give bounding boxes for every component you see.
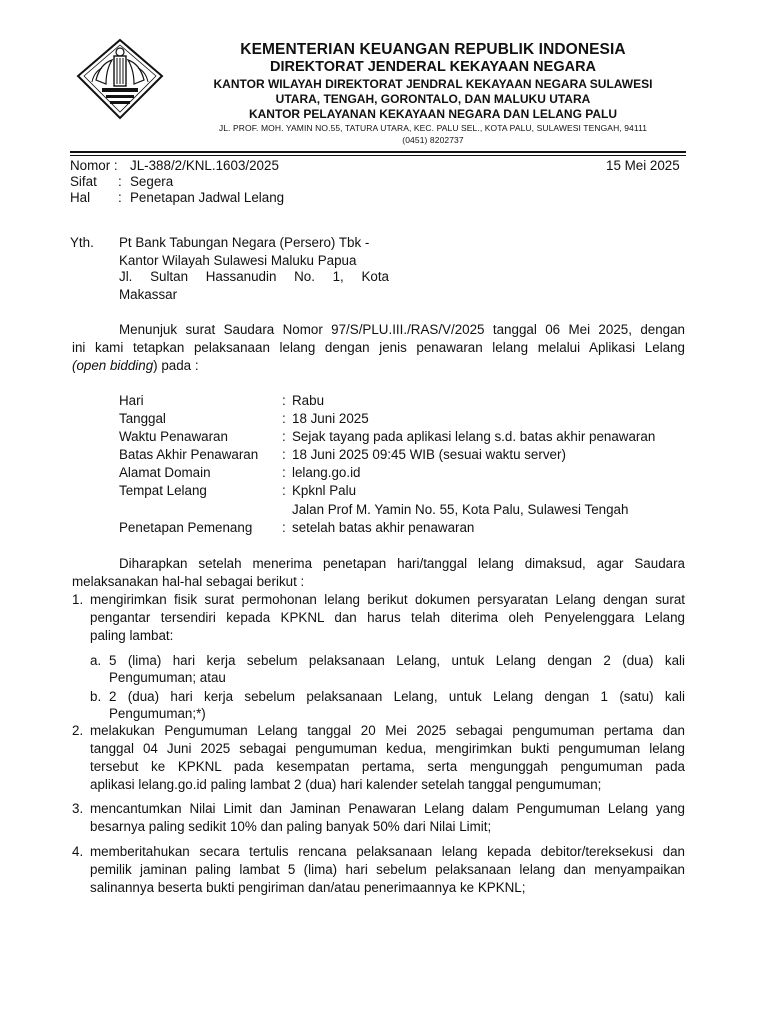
expect-line1: Diharapkan setelah menerima penetapan hari/tanggal lelang dimaksud, agar Saudara bbox=[119, 556, 685, 571]
schedule-pemenang-value: setelah batas akhir penawaran bbox=[292, 520, 475, 535]
schedule-pemenang-label: Penetapan Pemenang bbox=[119, 520, 253, 535]
item-number: 1. bbox=[72, 592, 84, 607]
schedule-waktu-value: Sejak tayang pada aplikasi lelang s.d. batas akhir penawaran bbox=[292, 429, 656, 444]
subitem-b-line1: 2 (dua) hari kerja sebelum pelaksanaan Lelang, untuk Lelang dengan 1 (satu) kali bbox=[109, 689, 685, 704]
sifat-label: Sifat bbox=[70, 174, 97, 189]
subitem-a-line1: 5 (lima) hari kerja sebelum pelaksanaan Lelang, untuk Lelang dengan 2 (dua) kali bbox=[109, 653, 685, 668]
schedule-colon: : bbox=[282, 411, 286, 426]
nomor-label: Nomor : bbox=[70, 158, 118, 173]
sifat-value: Segera bbox=[130, 174, 174, 189]
schedule-tempat-address: Jalan Prof M. Yamin No. 55, Kota Palu, Sulawesi Tengah bbox=[292, 502, 629, 517]
schedule-colon: : bbox=[282, 465, 286, 480]
item1-line1: mengirimkan fisik surat permohonan lelang berikut dokumen persyaratan Lelang dengan surat bbox=[90, 592, 685, 607]
ministry-logo-icon bbox=[76, 38, 164, 120]
intro-open-bidding: (open bidding bbox=[72, 358, 154, 373]
schedule-batas-label: Batas Akhir Penawaran bbox=[119, 447, 259, 462]
regional-office-line2: UTARA, TENGAH, GORONTALO, DAN MALUKU UTARA bbox=[275, 92, 591, 106]
schedule-tempat-label: Tempat Lelang bbox=[119, 483, 207, 498]
office-name: KANTOR PELAYANAN KEKAYAAN NEGARA DAN LELANG PALU bbox=[248, 107, 618, 121]
recipient-label: Yth. bbox=[70, 235, 94, 250]
schedule-colon: : bbox=[282, 483, 286, 498]
intro-line3 bbox=[72, 357, 199, 375]
schedule-domain-value: lelang.go.id bbox=[292, 465, 361, 480]
letterhead-rule-thick bbox=[70, 151, 686, 153]
subitem-letter: b. bbox=[90, 689, 102, 704]
recipient-line1: Pt Bank Tabungan Negara (Persero) Tbk - bbox=[119, 235, 370, 250]
recipient-line4: Makassar bbox=[119, 287, 178, 302]
item2-line2: tanggal 04 Juni 2025 sebagai pengumuman kedua, mengirimkan bukti pengumuman lelang bbox=[90, 741, 685, 756]
item-number: 2. bbox=[72, 723, 84, 738]
schedule-tanggal-value: 18 Juni 2025 bbox=[292, 411, 369, 426]
item4-line3: salinannya beserta bukti pengiriman dan/atau penerimaannya ke KPKNL; bbox=[90, 880, 526, 895]
hal-colon: : bbox=[118, 190, 122, 205]
recipient-line3: Jl. Sultan Hassanudin No. 1, Kota bbox=[119, 269, 389, 284]
nomor-value: JL-388/2/KNL.1603/2025 bbox=[130, 158, 279, 173]
subitem-letter: a. bbox=[90, 653, 102, 668]
directorate-name: DIREKTORAT JENDERAL KEKAYAAN NEGARA bbox=[269, 59, 597, 75]
intro-line3-rest: ) pada : bbox=[153, 358, 199, 373]
letterhead-rule-thin bbox=[70, 155, 686, 156]
office-address: JL. PROF. MOH. YAMIN NO.55, TATURA UTARA, KEC. PALU SEL., KOTA PALU, SULAWESI TENGAH, 94111 bbox=[218, 123, 648, 133]
schedule-tanggal-label: Tanggal bbox=[119, 411, 166, 426]
schedule-tempat-value: Kpknl Palu bbox=[292, 483, 357, 498]
item3-line1: mencantumkan Nilai Limit dan Jaminan Penawaran Lelang dalam Pengumuman Lelang yang bbox=[90, 801, 685, 816]
hal-value: Penetapan Jadwal Lelang bbox=[130, 190, 285, 205]
schedule-batas-value: 18 Juni 2025 09:45 WIB (sesuai waktu server) bbox=[292, 447, 566, 462]
recipient-line2: Kantor Wilayah Sulawesi Maluku Papua bbox=[119, 253, 357, 268]
schedule-hari-label: Hari bbox=[119, 393, 144, 408]
hal-label: Hal bbox=[70, 190, 91, 205]
intro-line2: ini kami tetapkan pelaksanaan lelang dengan jenis penawaran lelang melalui Aplikasi Lelang bbox=[72, 340, 685, 355]
intro-line1: Menunjuk surat Saudara Nomor 97/S/PLU.III./RAS/V/2025 tanggal 06 Mei 2025, dengan bbox=[119, 322, 685, 337]
item4-line2: pemilik jaminan paling lambat 5 (lima) hari sebelum pelaksanaan lelang dan menyampaikan bbox=[90, 862, 685, 877]
subitem-a-line2: Pengumuman; atau bbox=[109, 670, 226, 685]
item1-line2: pengantar tersendiri kepada KPKNL dan harus telah diterima oleh Penyelenggara Lelang bbox=[90, 610, 685, 625]
schedule-colon: : bbox=[282, 447, 286, 462]
item4-line1: memberitahukan secara tertulis rencana pelaksanaan lelang kepada debitor/tereksekusi dan bbox=[90, 844, 685, 859]
regional-office-line1: KANTOR WILAYAH DIREKTORAT JENDRAL KEKAYAAN NEGARA SULAWESI bbox=[213, 77, 653, 91]
item2-line1: melakukan Pengumuman Lelang tanggal 20 Mei 2025 sebagai pengumuman pertama dan bbox=[90, 723, 685, 738]
letterhead bbox=[166, 40, 700, 146]
item2-line4: aplikasi lelang.go.id paling lambat 2 (dua) hari kalender setelah tanggal pengumuman; bbox=[90, 777, 602, 792]
ministry-name: KEMENTERIAN KEUANGAN REPUBLIK INDONESIA bbox=[240, 41, 626, 58]
schedule-hari-value: Rabu bbox=[292, 393, 325, 408]
item2-line3: tersebut ke KPKNL pada kesempatan pertama, serta mengunggah pengumuman pada bbox=[90, 759, 685, 774]
letter-date: 15 Mei 2025 bbox=[606, 158, 680, 173]
office-phone: (0451) 8202737 bbox=[402, 135, 464, 145]
item3-line2: besarnya paling sedikit 10% dan paling banyak 50% dari Nilai Limit; bbox=[90, 819, 492, 834]
item1-line3: paling lambat: bbox=[90, 628, 174, 643]
sifat-colon: : bbox=[118, 174, 122, 189]
item-number: 4. bbox=[72, 844, 84, 859]
item-number: 3. bbox=[72, 801, 84, 816]
schedule-colon: : bbox=[282, 520, 286, 535]
subitem-b-line2: Pengumuman;*) bbox=[109, 706, 206, 721]
expect-line2: melaksanakan hal-hal sebagai berikut : bbox=[72, 574, 305, 589]
schedule-domain-label: Alamat Domain bbox=[119, 465, 211, 480]
schedule-waktu-label: Waktu Penawaran bbox=[119, 429, 228, 444]
schedule-colon: : bbox=[282, 393, 286, 408]
schedule-colon: : bbox=[282, 429, 286, 444]
